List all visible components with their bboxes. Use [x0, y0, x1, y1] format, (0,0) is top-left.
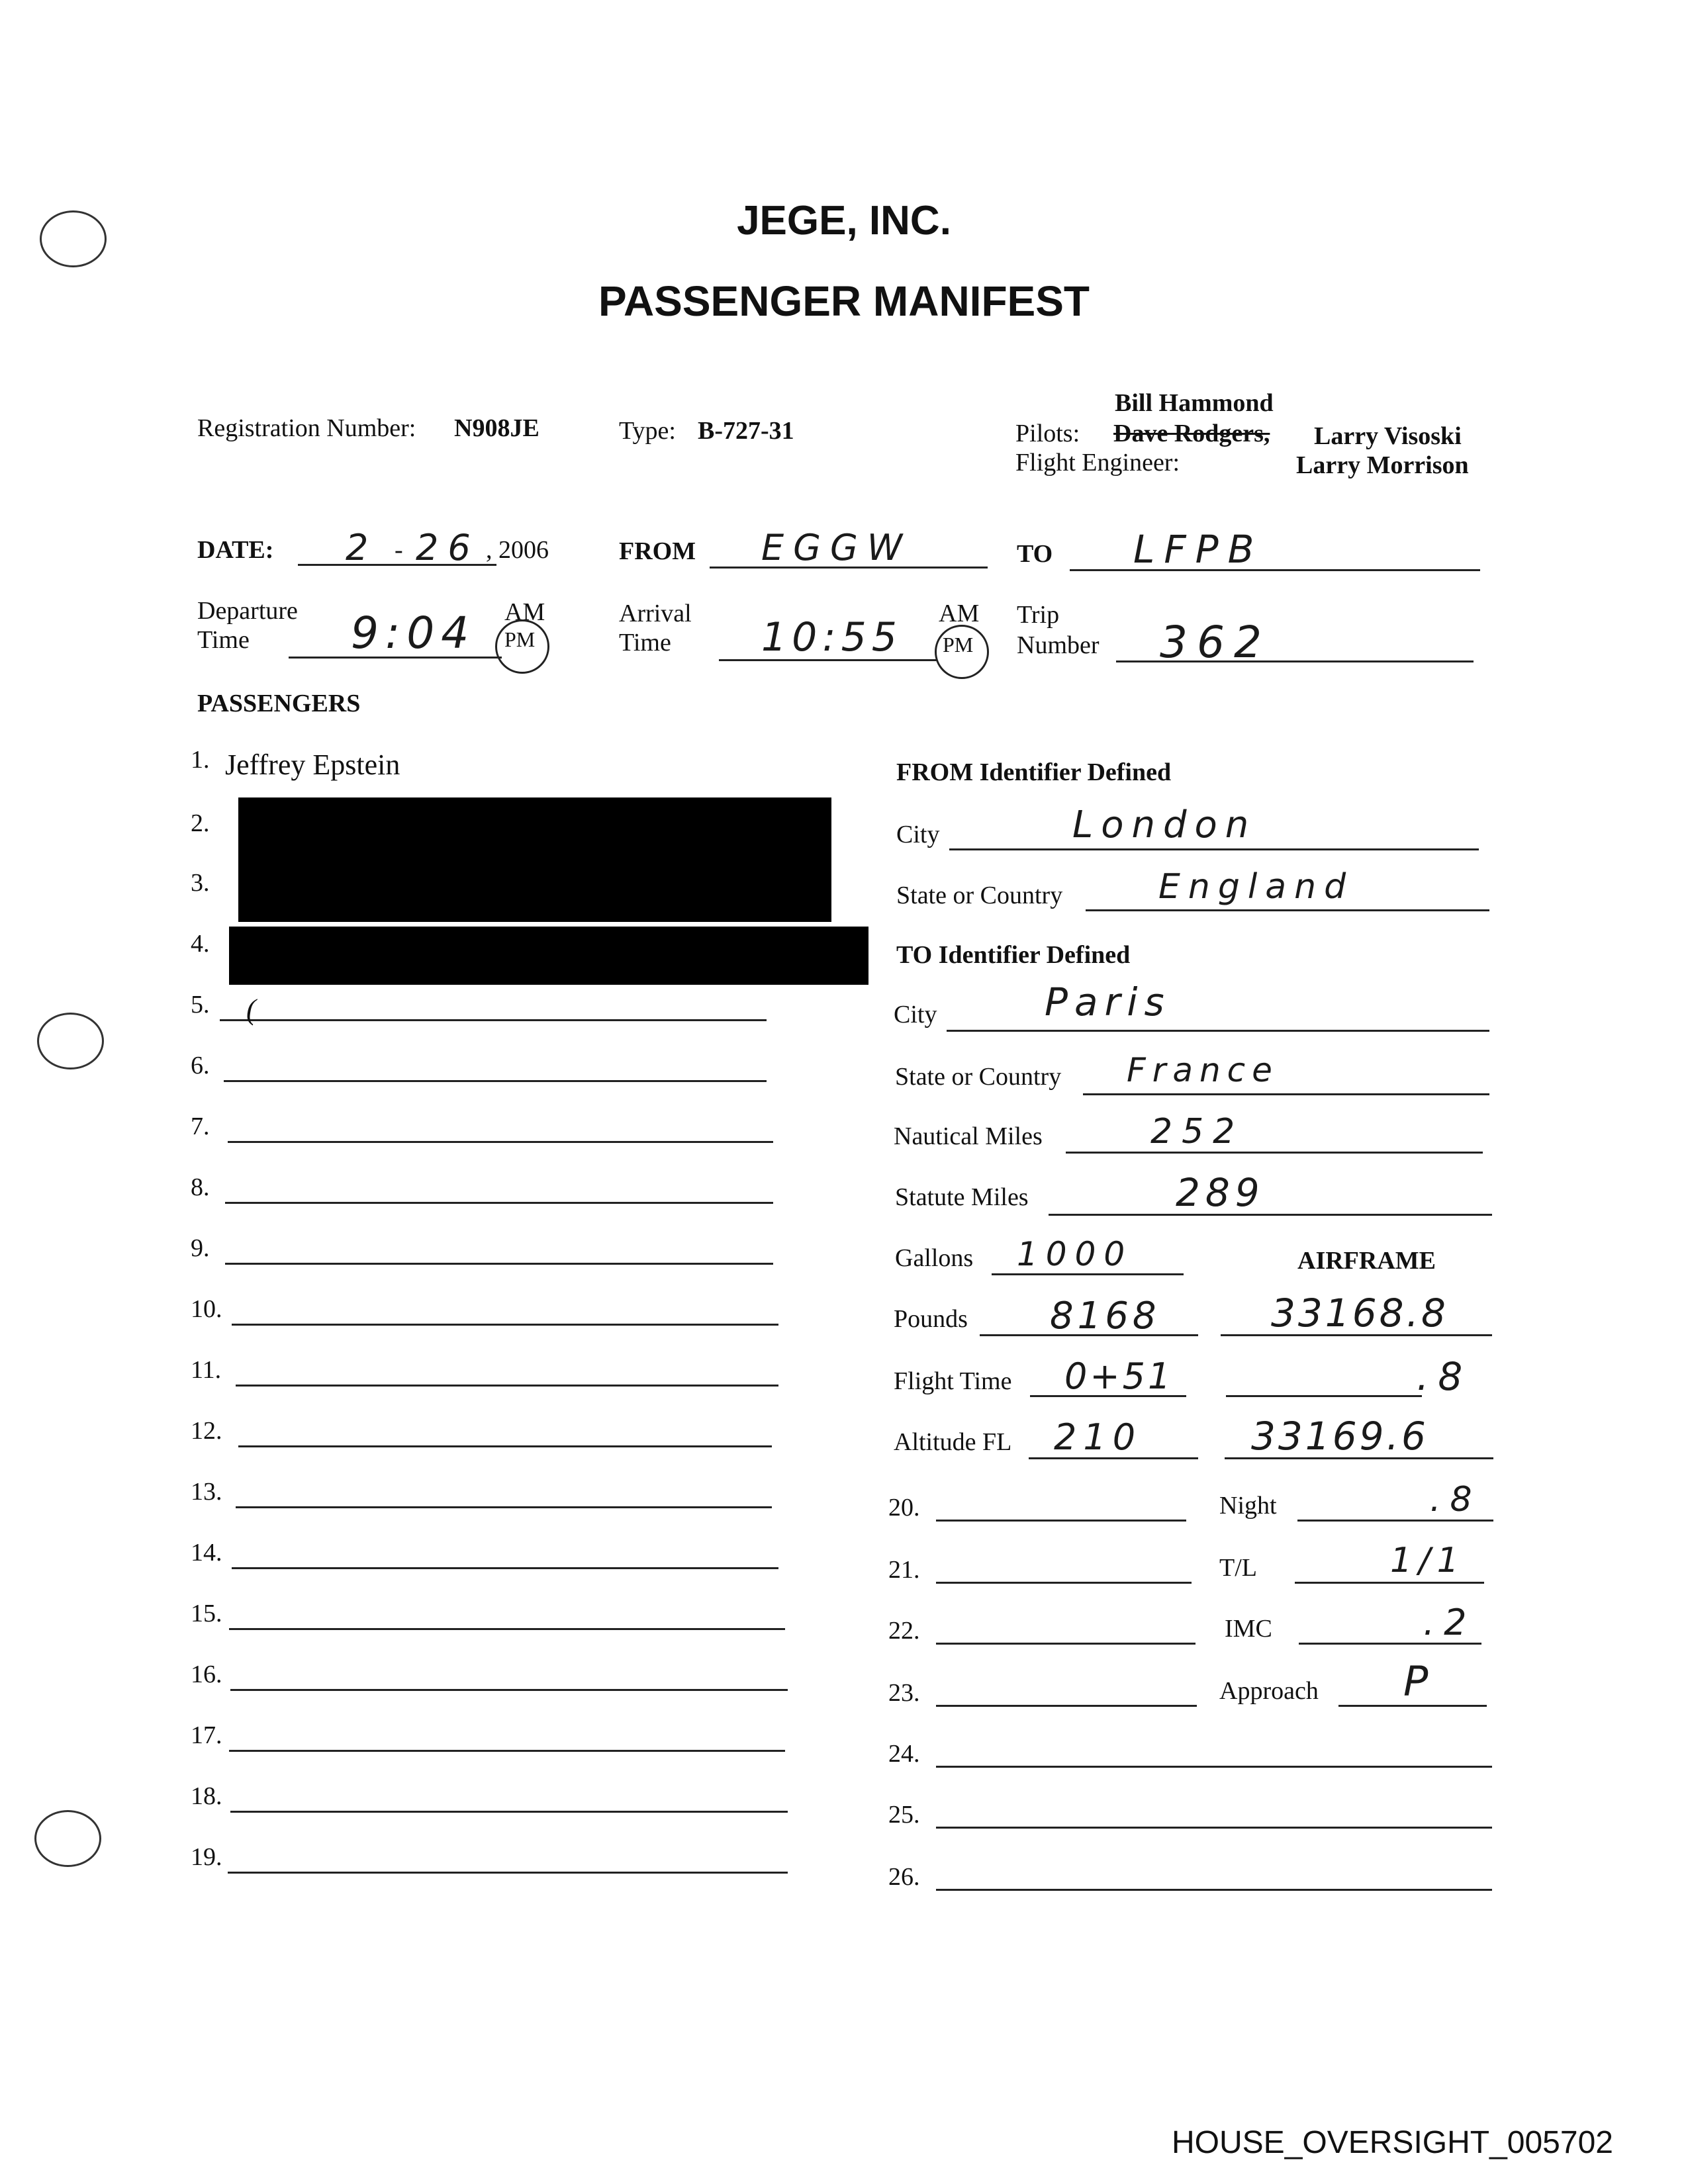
trip-label-2: Number	[1017, 631, 1100, 659]
binder-hole-bottom	[34, 1810, 101, 1867]
from-city: London	[1072, 803, 1257, 846]
passenger-1-name: Jeffrey Epstein	[225, 749, 400, 781]
to-state-line	[1083, 1093, 1489, 1095]
departure-line	[289, 657, 502, 659]
to-city-label: City	[894, 1001, 937, 1028]
departure-am: AM	[504, 598, 545, 626]
statute-miles-label: Statute Miles	[895, 1183, 1029, 1211]
departure-label-2: Time	[197, 626, 250, 654]
date-dash: -	[395, 536, 403, 564]
passenger-row-number: 19.	[191, 1843, 222, 1871]
arrival-line	[719, 659, 937, 661]
passenger-row-line	[225, 1263, 773, 1265]
passengers-heading: PASSENGERS	[197, 690, 361, 717]
passenger-row-line	[228, 1872, 788, 1874]
nautical-miles-label: Nautical Miles	[894, 1122, 1043, 1150]
binder-hole-middle	[37, 1013, 104, 1069]
stat-row-line	[936, 1766, 1492, 1768]
passenger-row-line	[232, 1567, 778, 1569]
trip-line	[1116, 660, 1474, 662]
aircraft-type: B-727-31	[698, 417, 794, 445]
departure-pm-circle	[495, 619, 549, 674]
airframe-total-end: 33169.6	[1251, 1414, 1429, 1459]
night-line	[1297, 1520, 1493, 1522]
passenger-row-number: 12.	[191, 1417, 222, 1445]
pounds: 8168	[1050, 1295, 1160, 1338]
stat-row-number: 24.	[888, 1740, 920, 1768]
date-line	[298, 564, 496, 566]
redaction-block-1	[238, 797, 831, 922]
passenger-row-number: 9.	[191, 1234, 210, 1262]
passenger-row-line	[236, 1385, 778, 1387]
airframe-total-start-line	[1221, 1334, 1492, 1336]
passenger-row-number: 8.	[191, 1173, 210, 1201]
from-defined-heading: FROM Identifier Defined	[896, 758, 1172, 786]
passenger-row-number: 15.	[191, 1600, 222, 1627]
passenger-row-line	[220, 1019, 767, 1021]
stat-row-line	[936, 1582, 1192, 1584]
from-city-line	[949, 848, 1479, 850]
date-day: 26	[416, 527, 480, 569]
gallons: 1000	[1017, 1235, 1133, 1273]
airframe-flight-time-line	[1226, 1395, 1422, 1397]
type-label: Type:	[619, 417, 676, 445]
pilot-added: Bill Hammond	[1115, 389, 1274, 417]
tl-label: T/L	[1219, 1554, 1257, 1582]
passenger-row-number: 10.	[191, 1295, 222, 1323]
company-name: JEGE, INC.	[737, 198, 951, 244]
night: .8	[1430, 1480, 1481, 1520]
flight-time-label: Flight Time	[894, 1367, 1012, 1395]
registration-label: Registration Number:	[197, 414, 416, 442]
passenger-row-number: 5.	[191, 991, 210, 1019]
registration-number: N908JE	[454, 414, 539, 442]
pilot-second: Larry Visoski	[1314, 422, 1462, 450]
airframe-label: AIRFRAME	[1297, 1247, 1436, 1275]
passenger-row-line	[224, 1080, 767, 1082]
imc-line	[1299, 1643, 1481, 1645]
engineer-label: Flight Engineer:	[1015, 449, 1180, 477]
passenger-row-number: 13.	[191, 1478, 222, 1506]
passenger-row-number: 14.	[191, 1539, 222, 1567]
tl-line	[1295, 1582, 1484, 1584]
date-label: DATE:	[197, 536, 274, 564]
stat-row-number: 26.	[888, 1863, 920, 1891]
tl: 1/1	[1390, 1541, 1466, 1580]
imc-label: IMC	[1225, 1615, 1272, 1643]
trip-number: 362	[1160, 617, 1271, 668]
stat-row-number: 23.	[888, 1679, 920, 1707]
flight-engineer: Larry Morrison	[1296, 451, 1469, 479]
stat-row-number: 22.	[888, 1617, 920, 1645]
passenger-row-number: 2.	[191, 809, 210, 837]
to-city-line	[947, 1030, 1489, 1032]
passenger-row-number: 16.	[191, 1661, 222, 1688]
to-defined-heading: TO Identifier Defined	[896, 941, 1131, 969]
passenger-row-line	[230, 1689, 788, 1691]
from-code: EGGW	[761, 527, 912, 569]
gallons-line	[992, 1273, 1184, 1275]
to-state: France	[1127, 1051, 1279, 1089]
date-month: 2	[346, 527, 378, 569]
stat-row-line	[936, 1643, 1196, 1645]
from-city-label: City	[896, 821, 940, 848]
date-year: , 2006	[486, 536, 549, 564]
statute-miles: 289	[1176, 1170, 1265, 1215]
passenger-row-line	[229, 1750, 785, 1752]
passenger-row-line	[230, 1811, 788, 1813]
airframe-total-start: 33168.8	[1271, 1291, 1448, 1336]
airframe-flight-time: .8	[1417, 1354, 1472, 1399]
from-state-line	[1086, 909, 1489, 911]
passenger-row-line	[225, 1202, 773, 1204]
approach: P	[1403, 1657, 1438, 1706]
pounds-line	[980, 1334, 1198, 1336]
altitude-line	[1029, 1457, 1198, 1459]
stat-row-number: 25.	[888, 1801, 920, 1829]
from-line	[710, 567, 988, 569]
bates-number: HOUSE_OVERSIGHT_005702	[1172, 2125, 1613, 2160]
passenger-row-number: 1.	[191, 746, 210, 774]
passenger-row-line	[236, 1506, 772, 1508]
to-label: TO	[1017, 540, 1053, 568]
to-line	[1070, 569, 1480, 571]
stat-row-line	[936, 1705, 1197, 1707]
altitude-label: Altitude FL	[894, 1428, 1012, 1456]
passenger-row-line	[228, 1141, 773, 1143]
passenger-row-line	[232, 1324, 778, 1326]
departure-time: 9:04	[351, 608, 476, 659]
stat-row-line	[936, 1889, 1492, 1891]
approach-line	[1338, 1705, 1487, 1707]
stat-row-line	[936, 1520, 1186, 1522]
altitude: 210	[1054, 1416, 1143, 1458]
flight-time-line	[1030, 1395, 1186, 1397]
passenger-row-line	[229, 1628, 785, 1630]
arrival-am: AM	[939, 600, 980, 627]
airframe-total-end-line	[1225, 1457, 1493, 1459]
arrival-pm: PM	[943, 633, 974, 657]
passenger-row-number: 6.	[191, 1052, 210, 1079]
from-state: England	[1158, 867, 1354, 907]
approach-label: Approach	[1219, 1677, 1319, 1705]
nautical-miles-line	[1066, 1152, 1483, 1154]
arrival-pm-circle	[935, 625, 989, 679]
passenger-row-number: 11.	[191, 1356, 222, 1384]
passenger-row-number: 3.	[191, 869, 210, 897]
pounds-label: Pounds	[894, 1305, 968, 1333]
night-label: Night	[1219, 1492, 1277, 1520]
from-state-label: State or Country	[896, 882, 1063, 909]
stat-row-number: 20.	[888, 1494, 920, 1522]
redaction-block-2	[229, 927, 868, 985]
arrival-time: 10:55	[761, 614, 902, 660]
pilots-label: Pilots:	[1015, 420, 1080, 447]
passenger-row-number: 17.	[191, 1721, 222, 1749]
statute-miles-line	[1049, 1214, 1492, 1216]
arrival-label-1: Arrival	[619, 600, 692, 627]
departure-pm: PM	[504, 627, 536, 651]
document-title: PASSENGER MANIFEST	[598, 277, 1090, 325]
departure-label-1: Departure	[197, 597, 298, 625]
from-label: FROM	[619, 537, 696, 565]
passenger-5-mark: (	[246, 993, 256, 1026]
gallons-label: Gallons	[895, 1244, 974, 1272]
arrival-label-2: Time	[619, 629, 671, 657]
to-city: Paris	[1045, 979, 1171, 1024]
trip-label-1: Trip	[1017, 601, 1060, 629]
flight-time: 0+51	[1064, 1355, 1174, 1397]
to-state-label: State or Country	[895, 1063, 1062, 1091]
nautical-miles: 252	[1150, 1112, 1244, 1152]
stat-row-number: 21.	[888, 1556, 920, 1584]
to-code: LFPB	[1133, 527, 1264, 572]
passenger-row-number: 18.	[191, 1782, 222, 1810]
passenger-row-number: 4.	[191, 930, 210, 958]
pilot-struck: Dave Rodgers,	[1113, 420, 1270, 447]
passenger-row-line	[238, 1445, 772, 1447]
stat-row-line	[936, 1827, 1492, 1829]
imc: .2	[1423, 1602, 1476, 1643]
passenger-row-number: 7.	[191, 1113, 210, 1140]
